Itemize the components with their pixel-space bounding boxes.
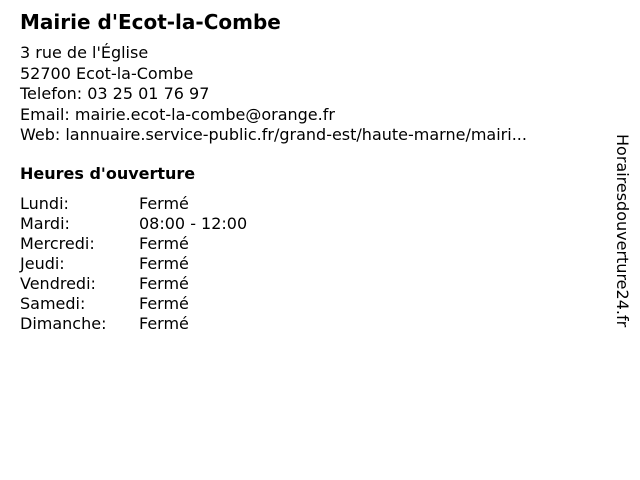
- phone-line: Telefon: 03 25 01 76 97: [20, 84, 210, 103]
- site-watermark-label: Horairesdouverture24.fr: [613, 134, 632, 328]
- day-hours: Fermé: [139, 254, 189, 273]
- address-street: 3 rue de l'Église: [20, 43, 149, 62]
- day-label: Samedi:: [20, 294, 86, 313]
- day-label: Lundi:: [20, 194, 69, 213]
- day-hours: Fermé: [139, 274, 189, 293]
- day-label: Mercredi:: [20, 234, 95, 253]
- day-hours: Fermé: [139, 294, 189, 313]
- hours-row-lundi: [20, 194, 247, 214]
- hours-row-vendredi: [20, 274, 247, 294]
- web-line: Web: lannuaire.service-public.fr/grand-est/haute-marne/mairi...: [20, 125, 527, 144]
- opening-hours-table: [20, 194, 247, 334]
- hours-row-jeudi: [20, 254, 247, 274]
- day-hours: Fermé: [139, 194, 189, 213]
- hours-row-samedi: [20, 294, 247, 314]
- day-hours: Fermé: [139, 314, 189, 333]
- address-block: [20, 43, 527, 146]
- day-label: Vendredi:: [20, 274, 96, 293]
- day-label: Dimanche:: [20, 314, 107, 333]
- address-postal-city: 52700 Ecot-la-Combe: [20, 63, 194, 83]
- day-label: Mardi:: [20, 214, 70, 233]
- day-label: Jeudi:: [20, 254, 65, 273]
- hours-row-dimanche: [20, 314, 247, 334]
- day-hours: 08:00 - 12:00: [139, 214, 248, 233]
- page-title: Mairie d'Ecot-la-Combe: [20, 10, 281, 34]
- day-hours: Fermé: [139, 234, 189, 253]
- opening-hours-heading: Heures d'ouverture: [20, 164, 196, 183]
- hours-row-mardi: [20, 214, 247, 234]
- email-line: Email: mairie.ecot-la-combe@orange.fr: [20, 104, 335, 124]
- hours-row-mercredi: [20, 234, 247, 254]
